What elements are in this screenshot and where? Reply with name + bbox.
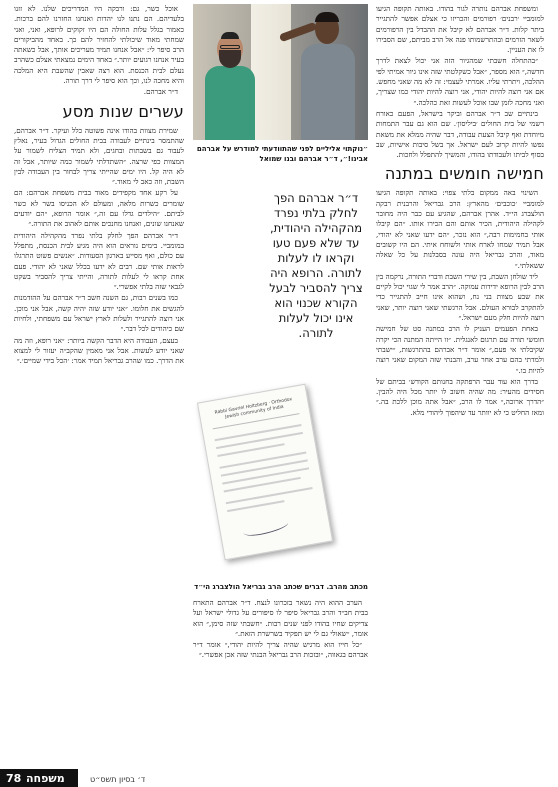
paragraph: באחת הפעמים העניק לו הרב במתנה סט של חמישה חומשי תורה עם תרגום לאנגלית. ״זו הייתה המתנה הכי יקרה שקיבלתי אי פעם,״ אומר ד״ר אברהם בהתרגשות, ״ישבתי ולמדתי בהם ערב אחר ערב, והבנתי שזה המקום שאני רוצה להיות בו.״ xyxy=(376,324,544,375)
paragraph: ליד שולחן השבת, בין שירי השבת ודברי התורה, נרקמה בין הרב לבין הרופא ידידות עמוקה. ״הרב אמר לי שגוי יכול לקיים את שבע מצוות בני נח, ושהוא אינו חייב להתגייר כדי להתקרב לבורא העולם. אבל הרגשתי שאני רוצה יותר, שאני רוצה להיות חלק מעם ישראל.״ xyxy=(376,271,544,323)
pull-quote: ד״ר אברהם הפך לחלק בלתי נפרד מהקהילה היהודית, עד שלא פעם טעו וקראו לו לעלות לתורה. הרופא היה צריך להסביר לבעל הקורא שכנוי הוא אינו יכול לעלות לתורה. xyxy=(269,191,363,340)
paragraph: ״כל חייו הוא מרגיש שהיה צריך להיות יהודי,״ אומר ד״ר אברהם בגאווה, ״ובזכות הרב גבריאל הבנתי שזה אכן אפשרי.״ xyxy=(193,640,368,660)
article-column-middle xyxy=(193,598,368,662)
signature xyxy=(242,516,290,540)
page-footer xyxy=(0,769,558,787)
paragraph: השינוי באה ממקום בלתי צפוי: באותה תקופה הגיעו למומביי ׳כוכבים׳ מהארץ: הרב גבריאל והרבנית רבקה הולצברג הי״ד. אהרן אברהם, שהגיע עם כבר היה מחובר לקהילה היהודית, הכיר אותם והם הכירו אותו. ״הם קיבלו אותי בחמימות רבה,״ הוא נזכר, ״הם ידעו שאני לא יהודי, אבל תמיד שמחו לארח אותי ולשוחח איתי. הם היו קשובים מאוד, והרב גבריאל היה עונה בסבלנות על כל שאלה ששאלתי.״ xyxy=(376,188,544,270)
paragraph: ״בהתחלה חשבתי שמהגיור הזה אני יכול לצאת לדרך חדשה,״ הוא מספר, ״אבל כשקלטתי שזה אינו גיור אמיתי לפי ההלכה, ויתרתי עליו. אמרתי לעצמי: זה לא מה שאני מחפש. אם אני רוצה להיות יהודי, אני רוצה להיות יהודי כמו שצריך, ואני מחכה לזמן שבו אוכל לעשות זאת כהלכה.״ xyxy=(376,56,544,107)
article-column-right xyxy=(376,4,544,419)
person-son xyxy=(297,14,357,140)
subheading: חמישה חומשים במתנה xyxy=(384,164,544,184)
subheading: עשרים שנות מסע xyxy=(62,101,184,121)
paragraph: על רקע אחד מקפידים מאוד בבית משפחת אברהם: הם שומרים כשרות מלאה, ומעולם לא הכניסו בשר לא כשר לביתם. ״הילדים גדלו עם זה,״ אומר הרופא, ״הם יודעים שאנחנו שונים, ואנחנו מחנכים אותם לאהוב את התורה.״ xyxy=(14,188,184,229)
paragraph: ד״ר אברהם הפך לחלק בלתי נפרד מהקהילה היהודית במומביי. בימים נוראים הוא היה מגיע לבית הכנסת, מתפלל עם כולם, ואף מסייע בארגון הסעודות. ״אנשים פשוט התרגלו לראות אותי שם. רבים לא ידעו בכלל שאני לא יהודי. פעם אחת קראו לי לעלות לתורה, והייתי צריך להסביר בשקט לגבאי שזה בלתי אפשרי.״ xyxy=(14,230,184,292)
page-number: 78 xyxy=(6,772,22,785)
article-column-left xyxy=(14,4,184,764)
paragraph: בדרך הוא עוד עבר הרפתקה בחנותם הקודש׳ בביתם של חסידים מהעיר: מה שהיה חשוב לו יותר מכל היה להבין. ״הדרך ארוכה,״ אמר לו הרב, ״אבל אתה מוכן ללכת בה.״ ומאז החליט כי לא יוותר עד שיהפוך ליהודי מלא. xyxy=(376,376,544,417)
photo-caption: ״נוקתוי אליליים לפני שהתוודעתי למודרש על אברהם אבינו!״, ד״ר אברהם ובנו שמואל xyxy=(196,145,368,163)
paragraph: בעצם, העבודה היא הדבר הקשה ביותר: ״אני רופא, וזה מה שאני יודע לעשות. אבל אני מאמין שהקב״ה יעזור לי למצוא את הדרך. כמו שהרב גבריאל תמיד אמר: ׳הכל בידי שמיים׳.״ xyxy=(14,335,184,366)
paragraph: ומשפחת אברהם נותרה לגור בהודו. באותה תקופה הגיעו למומביי ׳רבנים׳ רפורמים והכריזו כי אצלם אפשר להתגייר ביתר קלות. ד״ר אברהם לא קיבל את ההבדל בין הרפורמים לשאר הזרמים ובהתרשמותו פנה אל הרב מביתם, שם הסבירו לו את העניין. xyxy=(376,4,544,55)
paragraph: הערב ההוא היה נשאר בזכרונו לנצח. ד״ר אברהם התארח בבית חב״ד והרב גבריאל סיפר לו סיפורים על גדולי ישראל ועל צדיקים שחיו בהודו לפני שנים רבות. ״חשבתי שזה סימן,״ הוא אומר, ״שאולי גם לי יש תפקיד בשרשרת הזאת.״ xyxy=(193,598,368,638)
paragraph: כמו בשנים רבות, גם השנה חשב ד״ר אברהם על ההזדמנות להגשים את חלומו. ״אני יודע שזה יהיה קשה, אבל אני מוכן. אני רוצה להתגייר ולעלות לארץ ישראל עם משפחתי, ולחיות שם כיהודים לכל דבר.״ xyxy=(14,293,184,334)
person-doctor xyxy=(205,34,255,140)
paragraph: שמירת מצוות בהודו אינה פשוטה כלל ועיקר. ד״ר אברהם, שהתמסר בינתיים לעבודה בבית החולים הגדול בעיר, נאלץ לעבוד גם בשבתות ובחגים, ולא תמיד הצליח לשמור על המצוות כפי שרצה. ״השתדלתי לשמור כמה שיותר, אבל זה לא היה קל. היו ימים שהייתי צריך לבחור בין העבודה לבין השבת, וזה כאב לי מאוד.״ xyxy=(14,125,184,187)
issue-date: ד׳ בסיון תשס״ט xyxy=(90,775,146,784)
letter-caption: מכתב מהרב. דברים שכתב הרב גבריאל הולצברג הי״ד xyxy=(194,583,368,591)
article-photo xyxy=(193,4,368,140)
paragraph: ד״ר אברהם. xyxy=(143,87,178,97)
letter-header: Rabbi Gavriel Holtzberg · Orthodox Jewish community of India xyxy=(210,396,300,429)
letter-image xyxy=(197,384,333,561)
paragraph: אוכל כשר, גם: ורבקה היו המדריכים שלנו. לא זזנו בלעדיהם. הם נתנו לנו יהדות ואנחנו החזרנו להם ברכות. כאמור בגלל עלות החולה הם היו זקוקים לרופא, ואני, ואני שמחתי מאוד שיכולתי להחזיר להם כך. באחד מהביקורים הרב סיפר לי: ״אבל אנחנו תמיד מעריכים אותך, אבל כשאתה בעיר אנחנו רגועים יותר.״ באחד הימים נמצאתי אצלם כשהרב נעלם לבית הכנסת. הוא רצה שאבין שהשבת היא המלכה והיא מחכה לנו, וכך הוא סיפר לי דרך תורה. xyxy=(14,4,184,86)
magazine-brand: משפחה xyxy=(26,772,65,785)
paragraph: בינתיים שב ד״ר אברהם וביקר בישראל, הפעם כאורח רשמי של בית החולים ׳ביליסון׳. שם הוא גם עבר התמחות מיוחדת ואף קיבל הצעת עבודה, דבר שהיה ממלא את משאת נפשו להיות קרוב לעם ישראל. אך בשל סיבות אישיות, שב בסוף לביתו ולעבודתו בהודו, והמשיך להתפלל ולחכות. xyxy=(376,108,544,160)
